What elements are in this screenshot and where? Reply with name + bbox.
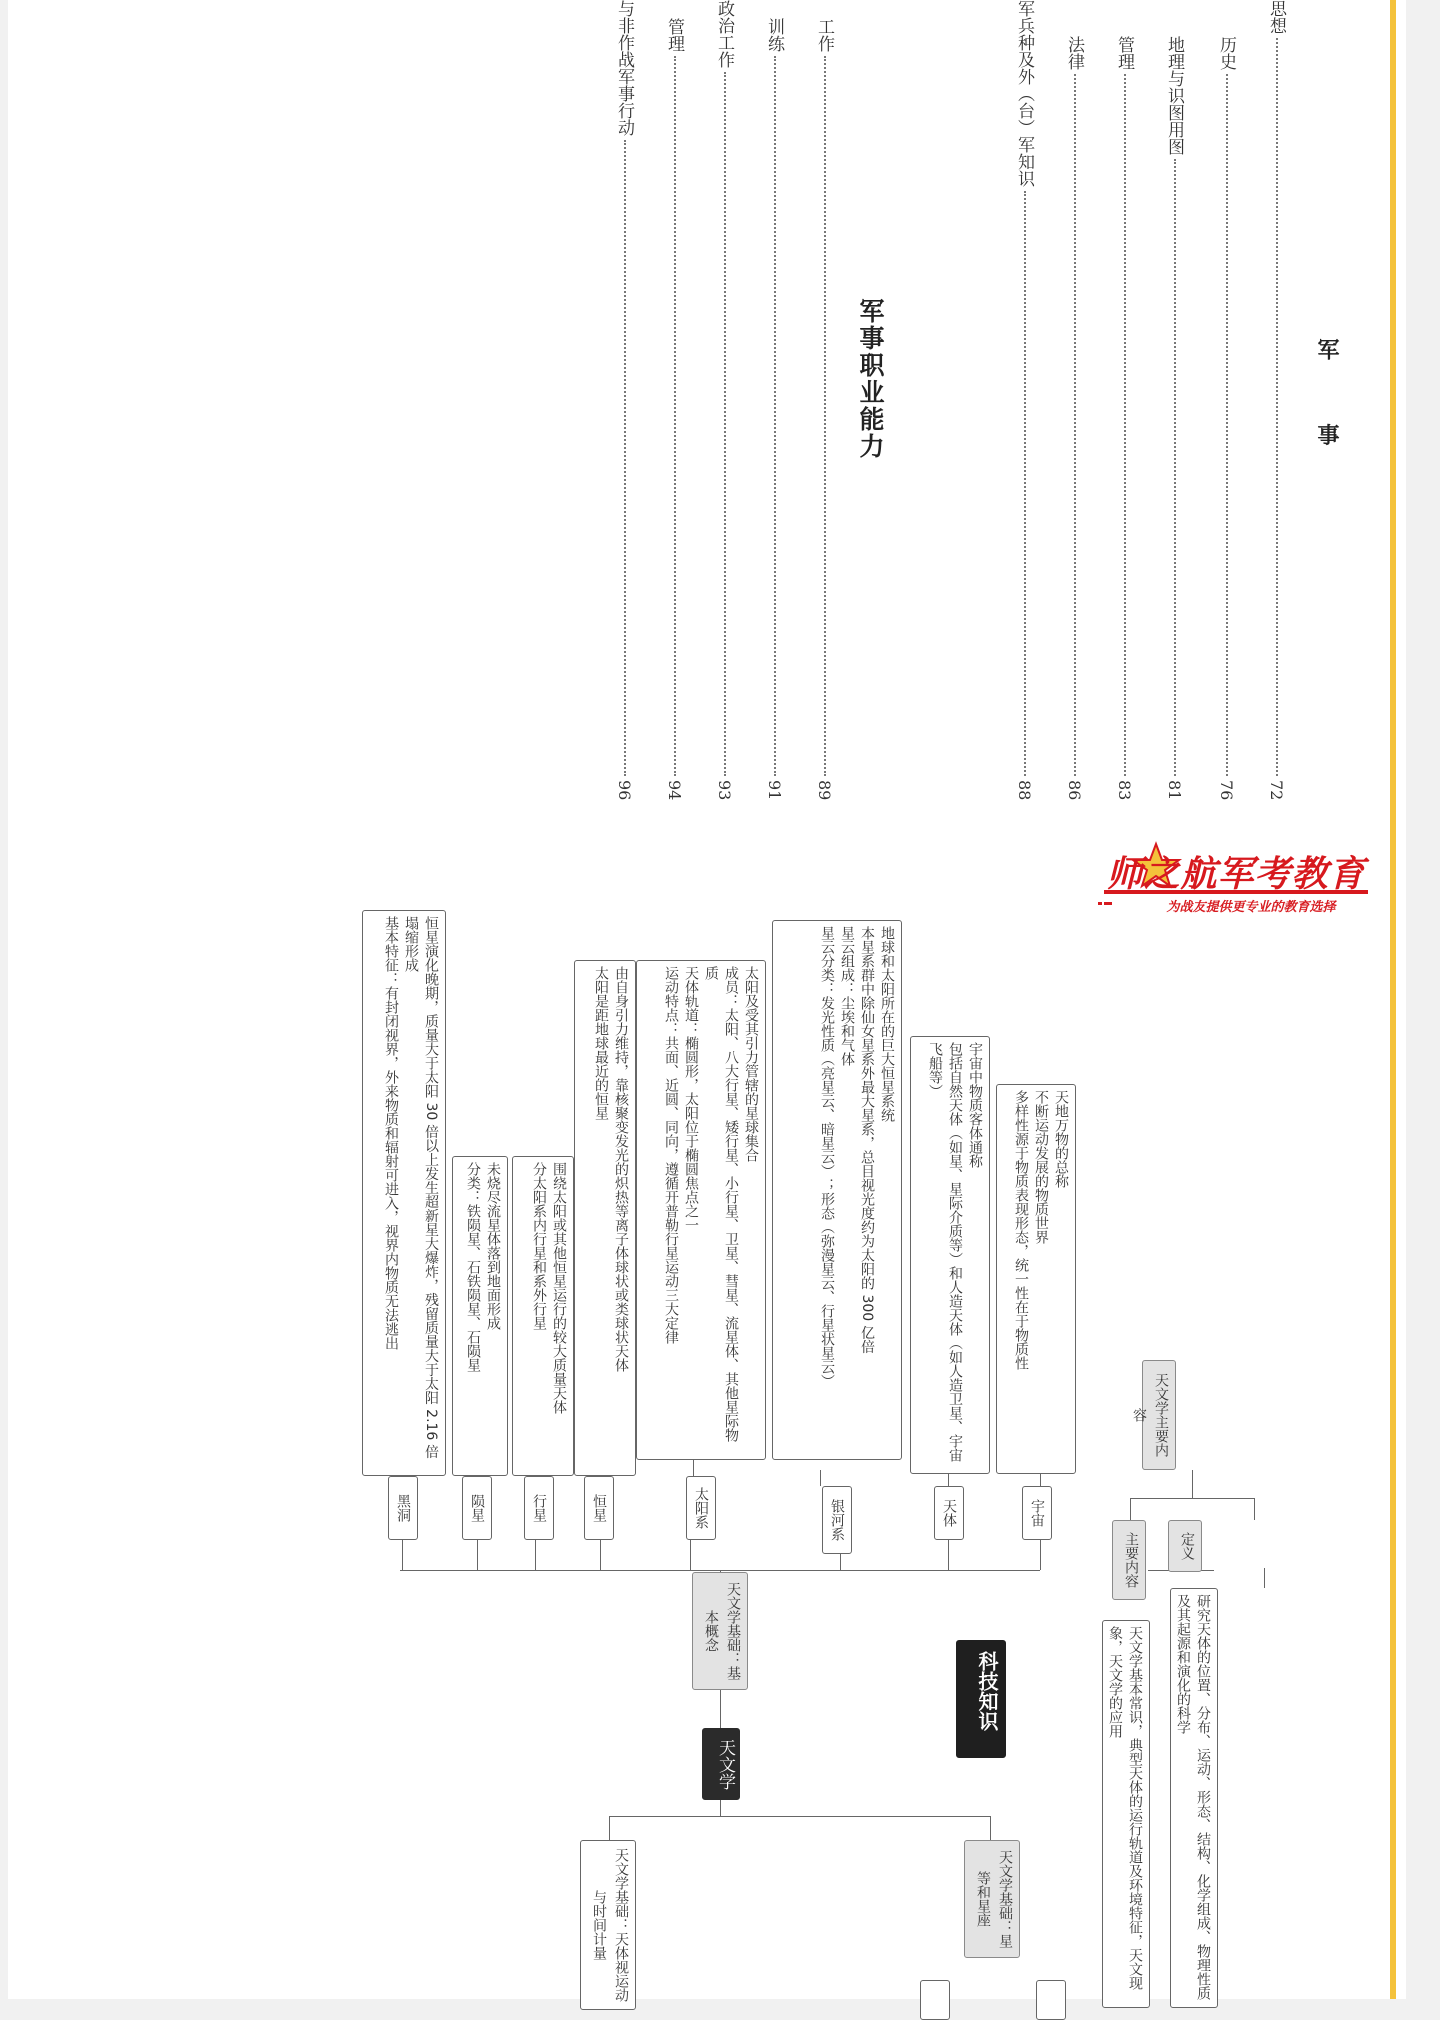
- toc-leader-dots: [1174, 159, 1176, 776]
- node-stars-child: [920, 1980, 950, 2020]
- brand-logo: [1098, 840, 1374, 915]
- toc-entry[interactable]: [762, 18, 787, 800]
- concept-description: 宇宙中物质客体通称 包括自然天体（如星、星际介质等）和人造天体（如人造卫星、宇宙飞船等）: [910, 1036, 990, 1474]
- toc-entry-label: 管理: [664, 18, 684, 52]
- toc-section-title: 军 事: [1314, 338, 1340, 474]
- toc-leader-dots: [724, 72, 726, 776]
- concept-description: 围绕太阳或其他恒星运行的较大质量天体 分太阳系内行星和系外行星: [512, 1156, 574, 1476]
- logo-slogan: 为战友提供更专业的教育选择: [1166, 900, 1336, 915]
- concept-term: 太阳系: [686, 1476, 716, 1540]
- toc-entry-page: 81: [1165, 779, 1184, 800]
- node-definition-label: 定义: [1168, 1520, 1202, 1572]
- toc-entry-label: 军兵种及外（台）军知识: [1014, 0, 1034, 187]
- toc-entry-label: 工作: [814, 18, 834, 52]
- concept-description: 地球和太阳所在的巨大恒星系统 本星系群中除仙女星系外最大星系，总目视光度约为太阳的 300 亿倍 星云组成：尘埃和气体 星云分类：发光性质（亮星云、暗星云）；形态（弥漫星云、行星状星云）: [772, 920, 902, 1460]
- toc-leader-dots: [1024, 191, 1026, 776]
- toc-entry-page: 88: [1015, 779, 1034, 800]
- toc-entry[interactable]: [1012, 0, 1037, 800]
- connector: [820, 1470, 821, 1486]
- concept-description: 太阳及受其引力管辖的星球集合 成员：太阳、八大行星、矮行星、小行星、卫星、彗星、流星体、其他星际物质 天体轨道：椭圆形，太阳位于椭圆焦点之一 运动特点：共面、近圆、同向，遵循开普勒行星运动三大定律: [636, 960, 766, 1460]
- node-scope-text: 天文学基本常识，典型天体的运行轨道及环境特征，天文现象，天文学的应用: [1102, 1620, 1150, 2008]
- toc-entry[interactable]: [1112, 36, 1137, 800]
- toc-entry[interactable]: [1162, 36, 1187, 800]
- concept-term: 宇宙: [1022, 1486, 1052, 1540]
- toc-entry-label: 管理: [1114, 36, 1134, 70]
- toc-entry-page: 93: [715, 779, 734, 800]
- connector: [600, 1540, 601, 1570]
- toc-entry-page: 96: [615, 779, 634, 800]
- concept-term: 恒星: [584, 1476, 614, 1540]
- toc-leader-dots: [824, 56, 826, 776]
- toc-entry[interactable]: [812, 18, 837, 800]
- toc-entry[interactable]: [662, 18, 687, 800]
- toc-entry-page: 83: [1115, 779, 1134, 800]
- logo-name: 师之航军考教育: [1106, 854, 1366, 895]
- toc-leader-dots: [1074, 74, 1076, 776]
- toc-entry-page: 94: [665, 779, 684, 800]
- toc-entry-label: 法律: [1064, 36, 1084, 70]
- node-branch-basic-concepts: 天文学基础：基本概念: [692, 1572, 748, 1690]
- toc-leader-dots: [624, 140, 626, 776]
- connector: [535, 1540, 536, 1570]
- concept-description: 恒星演化晚期，质量大于太阳 30 倍以上发生超新星大爆炸，残留质量大于太阳 2.16 倍塌缩形成 基本特征：有封闭视界，外来物质和辐射可进入，视界内物质无法逃出: [362, 910, 446, 1476]
- connector: [1040, 1540, 1041, 1570]
- node-scope-label: 主要内容: [1112, 1520, 1146, 1600]
- concept-description: 由自身引力维持，靠核聚变发光的炽热等离子体球状或类球状天体 太阳是距地球最近的恒星: [574, 960, 636, 1476]
- toc-leader-dots: [774, 56, 776, 776]
- toc-leader-dots: [1226, 74, 1228, 776]
- concept-term: 陨星: [462, 1476, 492, 1540]
- toc-entry-page: 89: [815, 779, 834, 800]
- mindmap-category-label: 科技知识: [956, 1640, 1006, 1758]
- toc-subsection-title: 军事职业能力: [856, 298, 885, 460]
- concept-description: 未烧尽流星体落到地面形成 分类：铁陨星、石铁陨星、石陨星: [452, 1156, 508, 1476]
- toc-entry[interactable]: [1062, 36, 1087, 800]
- connector: [477, 1540, 478, 1570]
- node-stars-child: [1036, 1980, 1066, 2020]
- toc-entry-label: 思想: [1266, 0, 1286, 34]
- toc-entry-label: 政治工作: [714, 0, 734, 68]
- concept-term: 黑洞: [388, 1476, 418, 1540]
- connector: [1192, 1470, 1193, 1498]
- toc-entry[interactable]: [612, 0, 637, 800]
- node-root: 天文学: [702, 1728, 740, 1800]
- node-main-content-title: 天文学主要内容: [1142, 1360, 1176, 1470]
- toc-entry-label: 历史: [1216, 36, 1236, 70]
- toc-leader-dots: [674, 56, 676, 776]
- connector: [402, 1540, 403, 1570]
- connector: [720, 1800, 721, 1816]
- toc-leader-dots: [1124, 74, 1126, 776]
- toc-entry-page: 86: [1065, 779, 1084, 800]
- toc-entry[interactable]: [712, 0, 737, 800]
- toc-entry-page: 76: [1217, 779, 1236, 800]
- concept-term: 天体: [934, 1486, 964, 1540]
- page-border-accent: [1390, 0, 1396, 1999]
- connector: [948, 1540, 949, 1570]
- concept-description: 天地万物的总称 不断运动发展的物质世界 多样性源于物质表现形态，统一性在于物质性: [996, 1084, 1076, 1474]
- connector: [1254, 1498, 1255, 1520]
- connector: [1264, 1568, 1265, 1588]
- concept-term: 行星: [524, 1476, 554, 1540]
- node-branch-stars: 天文学基础：星等和星座: [964, 1840, 1020, 1958]
- toc-entry-label: 地理与识图用图: [1164, 36, 1184, 155]
- node-branch-time: 天文学基础：天体视运动与时间计量: [580, 1840, 636, 2010]
- connector: [609, 1816, 991, 1817]
- toc-entry[interactable]: [1214, 36, 1239, 800]
- toc-leader-dots: [1276, 38, 1278, 776]
- toc-entry-label: 与非作战军事行动: [614, 0, 634, 136]
- toc-entry-page: 72: [1267, 779, 1286, 800]
- connector: [1130, 1498, 1131, 1520]
- node-definition-text: 研究天体的位置、分布、运动、形态、结构、化学组成、物理性质及其起源和演化的科学: [1170, 1588, 1218, 2008]
- connector: [1130, 1498, 1254, 1499]
- toc-entry-label: 训练: [764, 18, 784, 52]
- connector: [690, 1540, 691, 1570]
- concept-term: 银河系: [822, 1486, 852, 1554]
- toc-entry-page: 91: [765, 779, 784, 800]
- toc-entry[interactable]: [1264, 0, 1289, 800]
